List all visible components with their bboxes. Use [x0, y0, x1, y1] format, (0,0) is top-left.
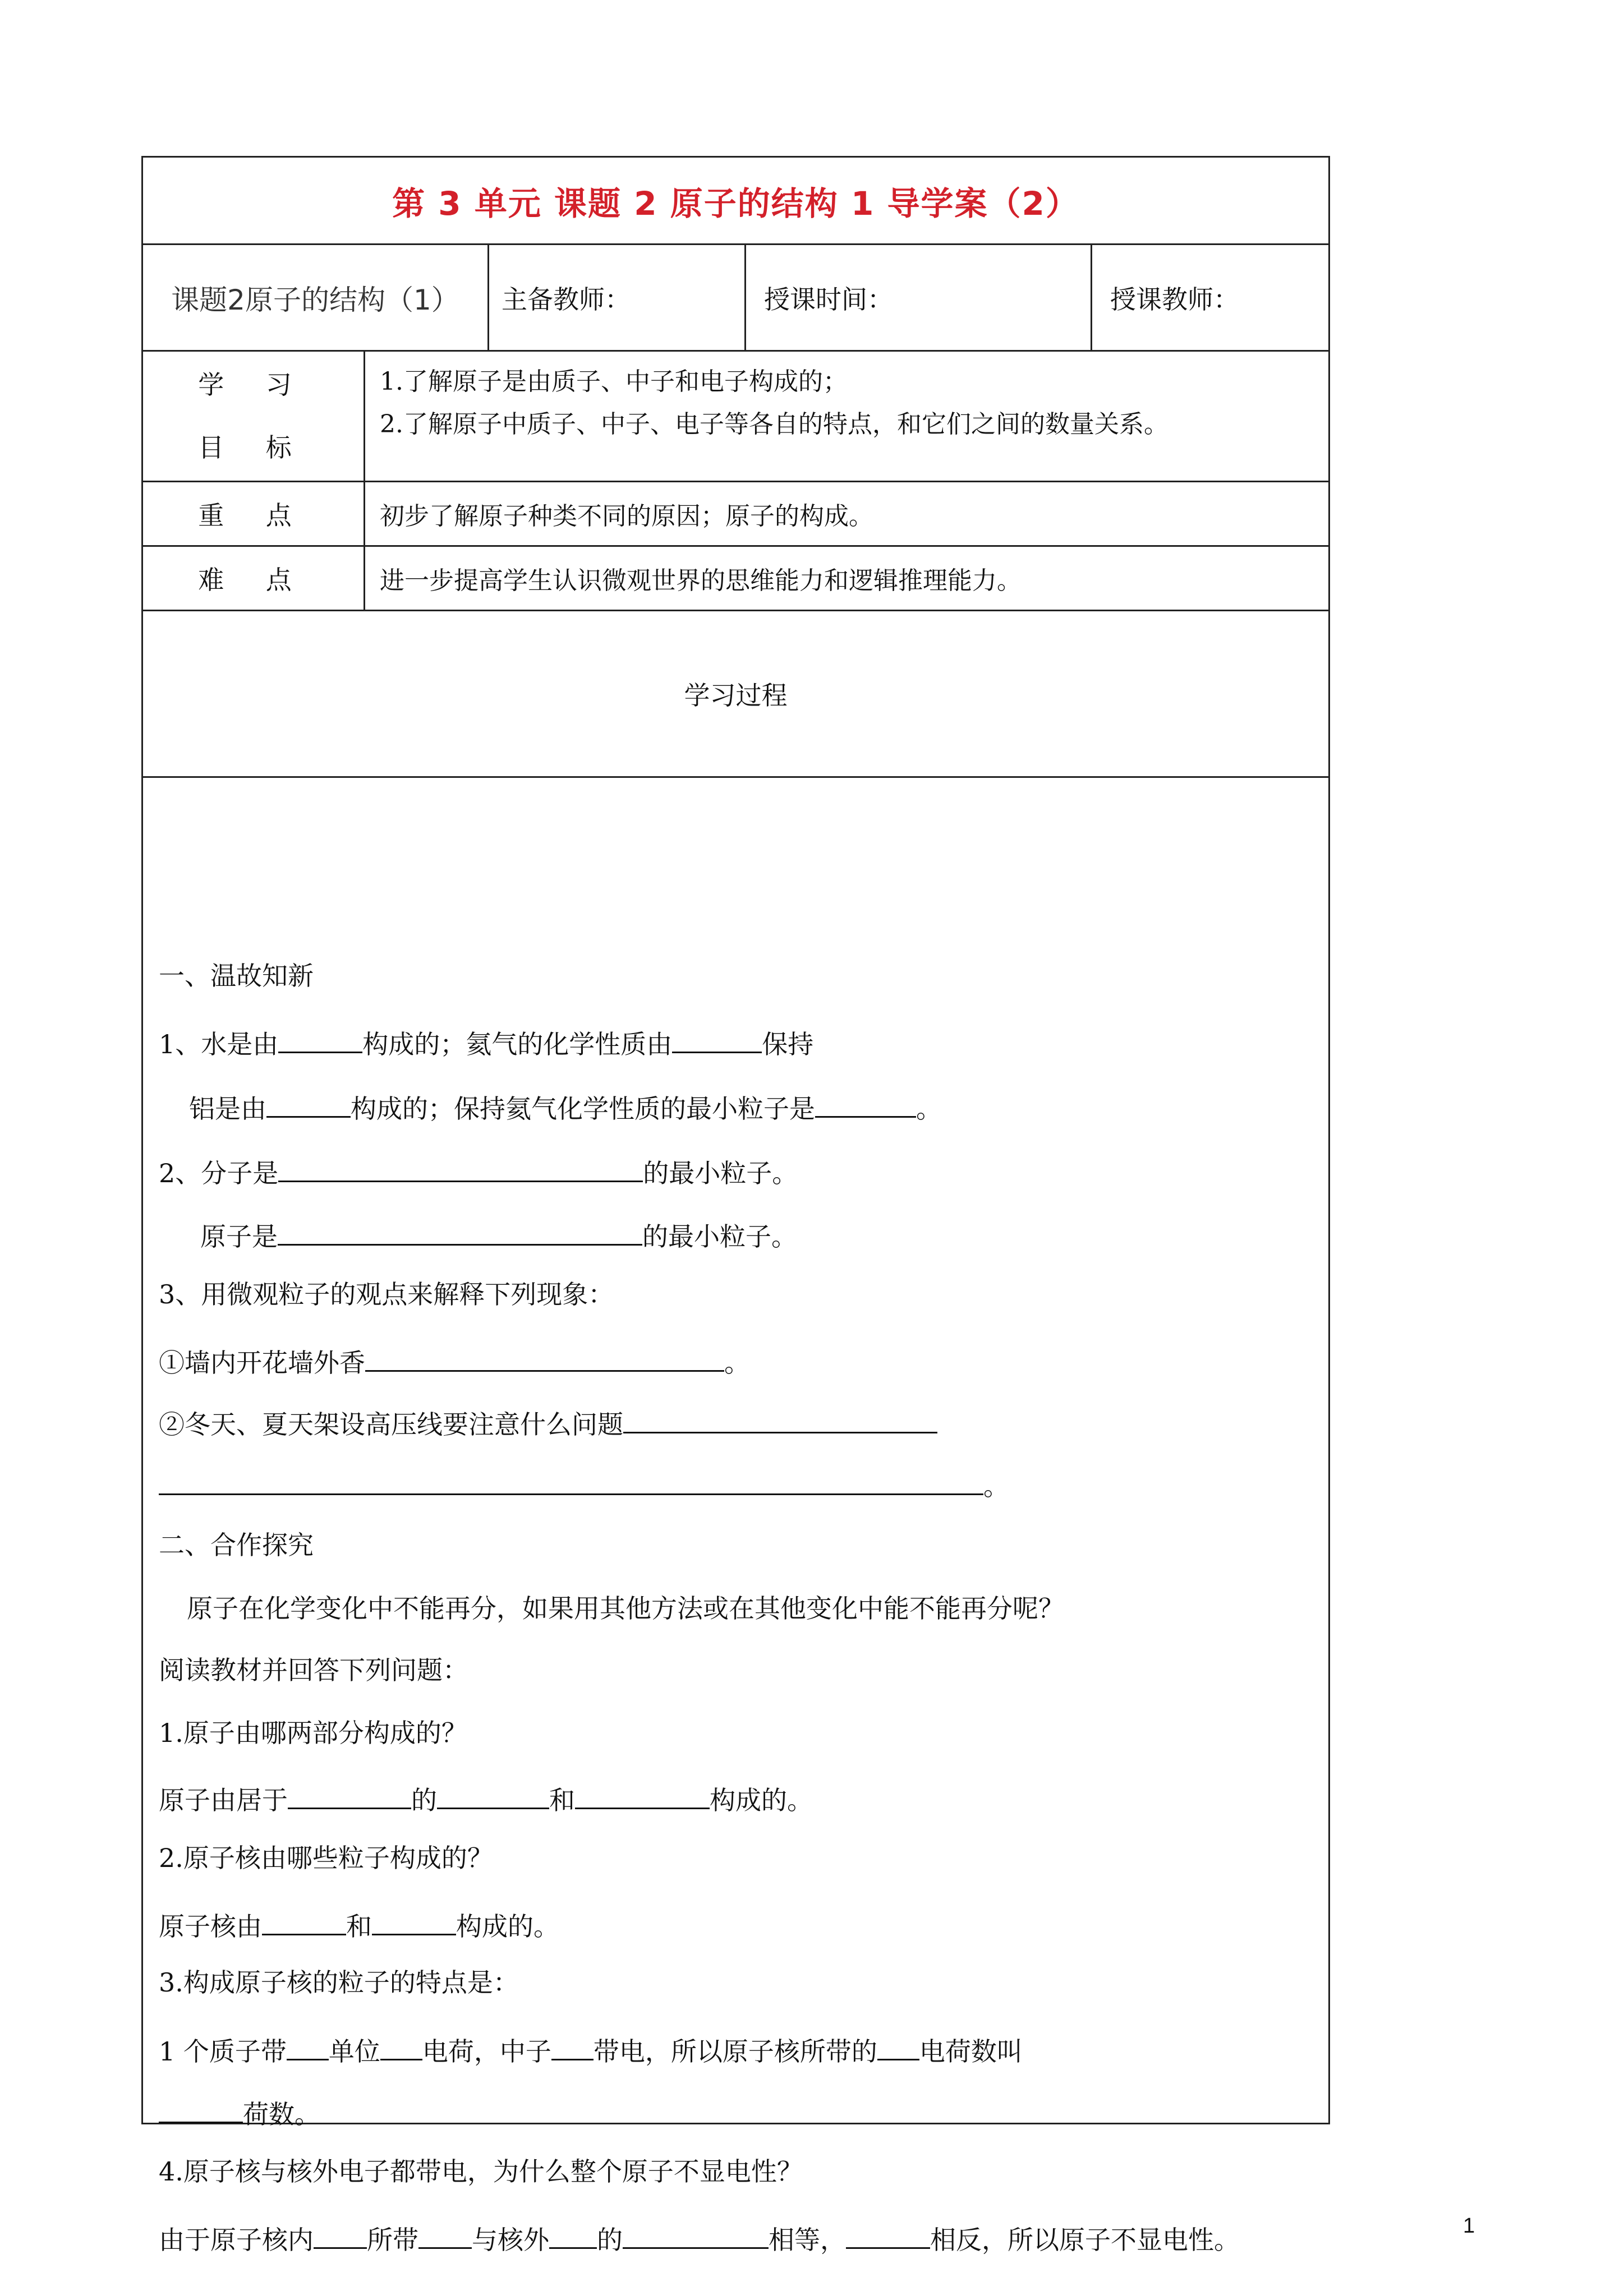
answer-blank[interactable] [846, 2221, 930, 2249]
difficulty-text: 进一步提高学生认识微观世界的思维能力和逻辑推理能力。 [380, 566, 1022, 595]
goals-label [143, 352, 365, 481]
answer-blank[interactable] [287, 2033, 329, 2060]
answer-blank[interactable] [418, 2221, 472, 2249]
worksheet-body [143, 778, 1328, 2255]
review-q2b: 原子是 的最小粒子。 [200, 1218, 797, 1250]
process-heading: 学习过程 [143, 611, 1328, 778]
review-q3b: ②冬天、夏天架设高压线要注意什么问题 [159, 1406, 937, 1437]
review-q3c: 。 [159, 1468, 1009, 1499]
meta-row [143, 245, 1328, 352]
answer-blank[interactable] [278, 1155, 643, 1182]
answer-blank[interactable] [551, 2033, 594, 2060]
goal-2: 2.了解原子中质子、中子、电子等各自的特点，和它们之间的数量关系。 [380, 410, 1168, 439]
review-q2a: 2、分子是 的最小粒子。 [159, 1155, 798, 1186]
goals-label-line-1: 学 习 [198, 370, 309, 400]
explore-a3b: 荷数。 [159, 2096, 320, 2127]
answer-blank[interactable] [266, 1090, 351, 1118]
review-q1b: 铝是由 构成的；保持氦气化学性质的最小粒子是 。 [189, 1090, 942, 1122]
explore-q1: 1.原子由哪两部分构成的？ [159, 1718, 467, 1748]
answer-blank[interactable] [278, 1218, 642, 1246]
worksheet-title: 第 3 单元 课题 2 原子的结构 1 导学案（2） [143, 158, 1328, 245]
answer-blank[interactable] [815, 1090, 916, 1118]
key-points-label: 重 点 [143, 482, 365, 545]
answer-blank[interactable] [549, 2221, 597, 2249]
answer-blank[interactable] [380, 2033, 422, 2060]
goals-row [143, 352, 1328, 482]
explore-heading: 二、合作探究 [159, 1530, 314, 1560]
explore-q3: 3.构成原子核的粒子的特点是： [159, 1967, 519, 1998]
explore-intro: 原子在化学变化中不能再分，如果用其他方法或在其他变化中能不能再分呢？ [187, 1593, 1064, 1624]
answer-blank[interactable] [159, 2096, 243, 2123]
teacher-field: 授课教师： [1110, 284, 1239, 315]
review-heading: 一、温故知新 [159, 961, 314, 991]
answer-blank[interactable] [262, 1908, 346, 1935]
key-points-text: 初步了解原子种类不同的原因；原子的构成。 [380, 502, 873, 531]
answer-blank[interactable] [877, 2033, 919, 2060]
explore-read: 阅读教材并回答下列问题： [159, 1655, 468, 1685]
lesson-time-field: 授课时间： [746, 245, 1092, 350]
key-points-row [143, 482, 1328, 547]
difficulty-label: 难 点 [143, 547, 365, 610]
explore-a4: 由于原子核内 所带 与核外 的 相等， 相反，所以原子不显电性。 [159, 2221, 1240, 2253]
difficulty-row [143, 547, 1328, 611]
explore-q4: 4.原子核与核外电子都带电，为什么整个原子不显电性？ [159, 2156, 803, 2187]
answer-blank[interactable] [159, 1468, 983, 1495]
goals-content [365, 352, 1332, 481]
review-q1a: 1、水是由 构成的；氦气的化学性质由 保持 [159, 1026, 813, 1057]
answer-blank[interactable] [278, 1026, 362, 1053]
explore-a1: 原子由居于 的 和 构成的。 [159, 1782, 813, 1813]
answer-blank[interactable] [623, 2221, 769, 2249]
answer-blank[interactable] [575, 1782, 710, 1809]
page-number: 1 [1463, 2214, 1475, 2238]
answer-blank[interactable] [623, 1406, 937, 1433]
explore-q2: 2.原子核由哪些粒子构成的？ [159, 1843, 493, 1873]
explore-a3: 1 个质子带 单位 电荷，中子 带电，所以原子核所带的 电荷数叫 [159, 2033, 1023, 2064]
worksheet-table [141, 156, 1330, 2255]
goal-1: 1.了解原子是由质子、中子和电子构成的； [380, 367, 848, 396]
answer-blank[interactable] [288, 1782, 411, 1809]
answer-blank[interactable] [314, 2221, 367, 2249]
answer-blank[interactable] [437, 1782, 549, 1809]
goals-label-line-2: 目 标 [198, 432, 309, 463]
lesson-name: 课题2原子的结构（1） [143, 245, 489, 350]
review-q3: 3、用微观粒子的观点来解释下列现象： [159, 1279, 614, 1310]
review-q3a: ①墙内开花墙外香 。 [159, 1344, 750, 1376]
explore-a2: 原子核由 和 构成的。 [159, 1908, 559, 1939]
answer-blank[interactable] [672, 1026, 762, 1053]
answer-blank[interactable] [365, 1344, 724, 1372]
prep-teacher-field: 主备教师： [489, 245, 746, 350]
answer-blank[interactable] [372, 1908, 456, 1935]
